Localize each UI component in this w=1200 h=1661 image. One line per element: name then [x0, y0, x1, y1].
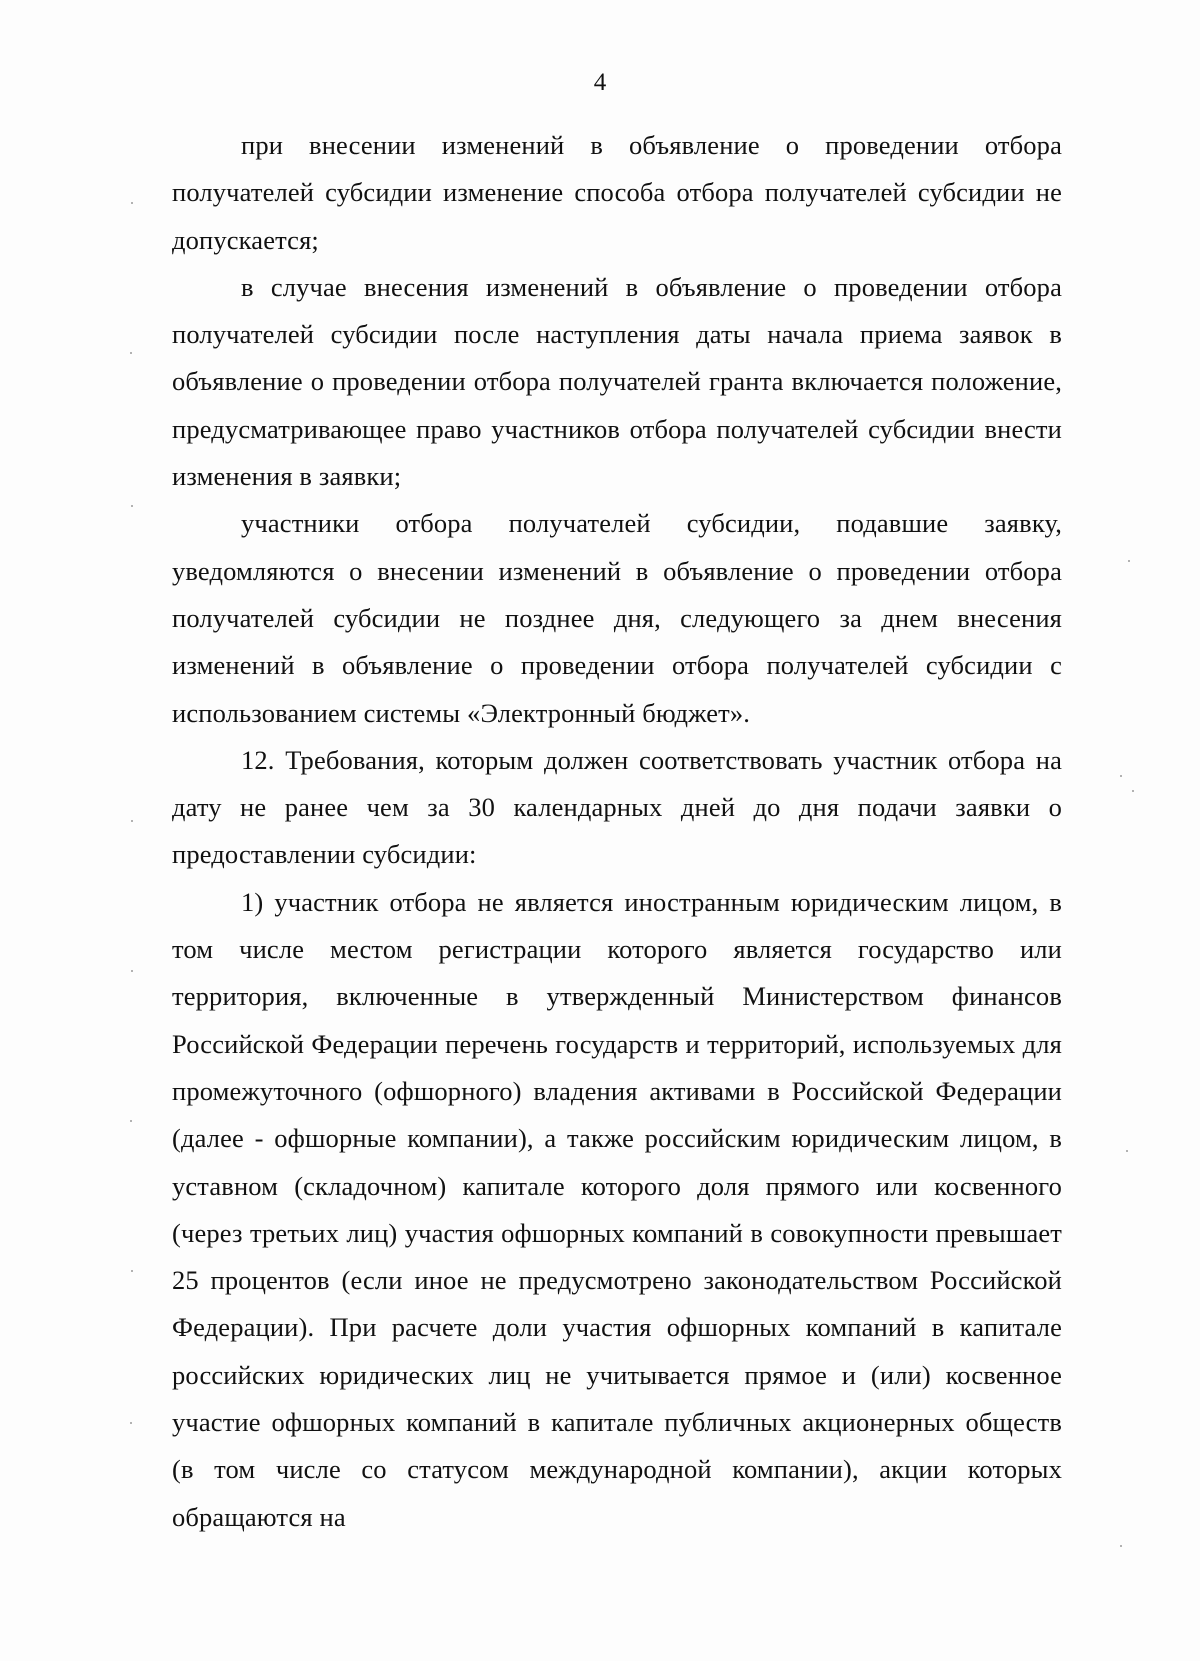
paragraph: участники отбора получателей субсидии, подавшие заявку, уведомляются о внесении изменений в объявление о проведении отбора получателей субсидии не позднее дня, следующего за днем внесения изменений в объявление о проведении отбора получателей субсидии с использованием системы «Электронный бюджет». — [172, 508, 1062, 728]
paragraph: 12. Требования, которым должен соответствовать участник отбора на дату не ранее чем за 30 календарных дней до дня подачи заявки о предоставлении субсидии: — [172, 744, 1062, 870]
paragraph: в случае внесения изменений в объявление о проведении отбора получателей субсидии после наступления даты начала приема заявок в объявление о проведении отбора получателей гранта включается положение, предусматривающее право участников отбора получателей субсидии внести изменения в заявки; — [172, 271, 1062, 492]
paragraph: при внесении изменений в объявление о проведении отбора получателей субсидии изменение способа отбора получателей субсидии не допускается; — [172, 130, 1062, 255]
document-body — [172, 122, 1062, 1541]
page-number: 4 — [593, 69, 607, 96]
paragraph: 1) участник отбора не является иностранным юридическим лицом, в том числе местом регистрации которого является государство или территория, включенные в утвержденный Министерством финансов Российской Федерации перечень государств и территорий, используемых для промежуточного (офшорного) владения активами в Российской Федерации (далее - офшорные компании), а также российским юридическим лицом, в уставном (складочном) капитале которого доля прямого или косвенного (через третьих лиц) участия офшорных компаний в совокупности превышает 25 процентов (если иное не предусмотрено законодательством Российской Федерации). При расчете доли участия офшорных компаний в капитале российских юридических лиц не учитывается прямое и (или) косвенное участие офшорных компаний в капитале публичных акционерных обществ (в том числе со статусом международной компании), акции которых обращаются на — [172, 886, 1062, 1532]
